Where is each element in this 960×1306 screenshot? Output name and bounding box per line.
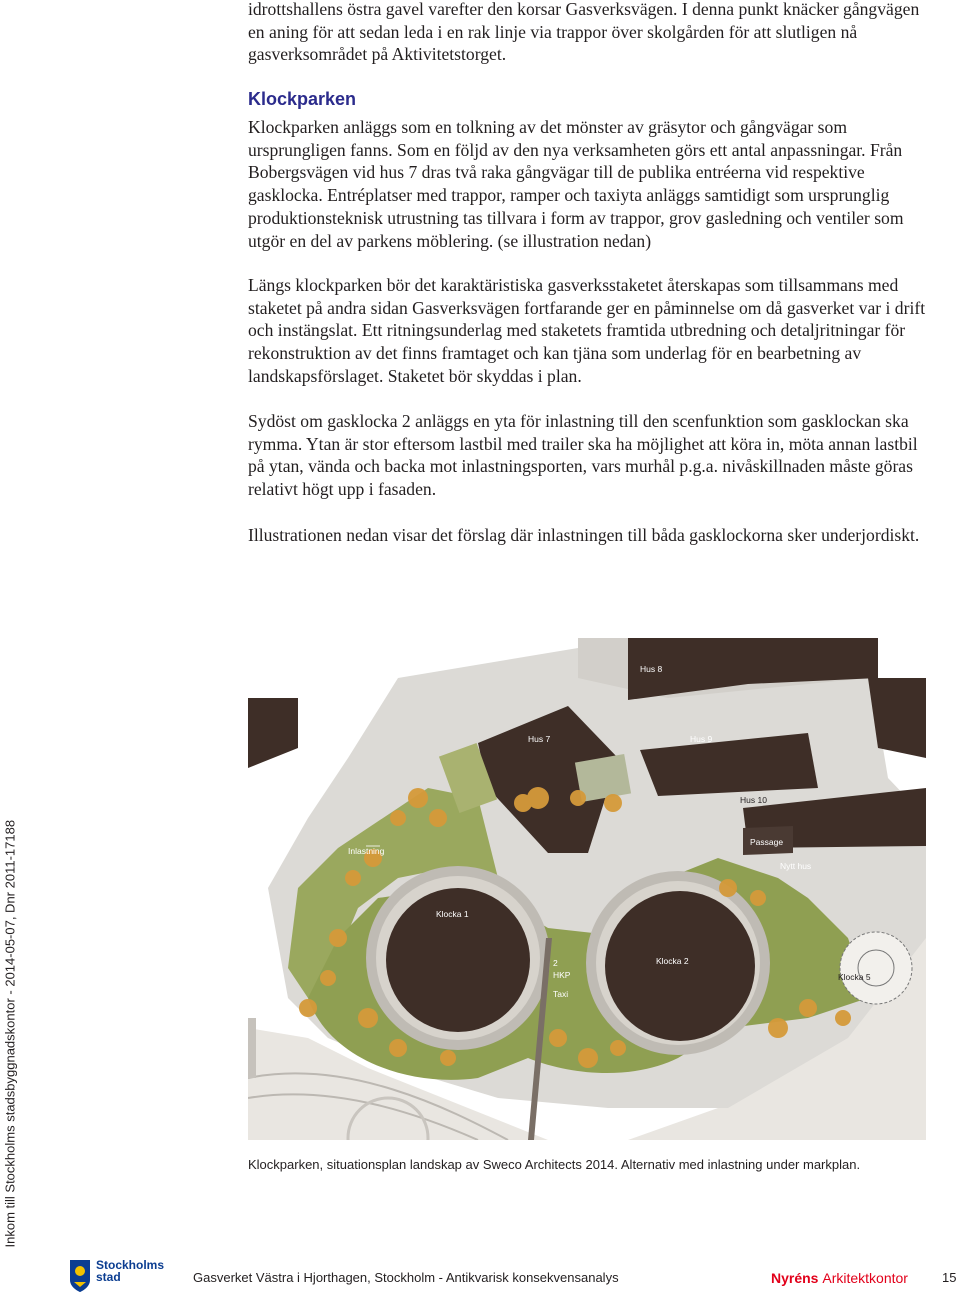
- label-klocka5: Klocka 5: [838, 972, 871, 982]
- paragraph-2-text: Längs klockparken bör det karaktäristiska gasverksstaketet återskapas som tillsammans med staketet på andra sidan Gasverksvägen fortfarande ger en påminnelse om då gasverket var i drift och instängslat. Ett ritningsunderlag med staketets framtida utbredning och detaljritningar för rekonstruktion av det finns framtaget och kan tjäna som underlag för en bearbetning av landskapsförslaget. Staketet bör skyddas i plan.: [248, 275, 926, 386]
- label-2: 2: [553, 958, 558, 968]
- label-hkp: HKP: [553, 970, 571, 980]
- label-klocka1: Klocka 1: [436, 909, 469, 919]
- footer-doc-title: Gasverket Västra i Hjorthagen, Stockholm - Antikvarisk konsekvensanalys: [193, 1270, 619, 1285]
- paragraph-4: [248, 524, 928, 547]
- label-hus8: Hus 8: [640, 664, 663, 674]
- klocka2-gasometer: [605, 891, 755, 1041]
- label-nytt-hus: Nytt hus: [780, 861, 812, 871]
- site-plan-illustration: [248, 638, 926, 1140]
- paragraph-4-text: Illustrationen nedan visar det förslag där inlastningen till båda gasklockorna sker underjordiskt.: [248, 525, 920, 545]
- brand-arkitekt: Arkitektkontor: [822, 1270, 908, 1286]
- registration-stamp: Inkom till Stockholms stadsbyggnadskontor - 2014-05-07, Dnr 2011-17188: [2, 819, 18, 1248]
- label-hus7: Hus 7: [528, 734, 551, 744]
- logo-line2: stad: [96, 1270, 121, 1284]
- footer-brand: [771, 1270, 908, 1286]
- paragraph-3: [248, 410, 928, 501]
- logo-line1: Stockholms: [96, 1258, 165, 1272]
- label-hus9: Hus 9: [690, 734, 713, 744]
- intro-paragraph: [248, 0, 928, 66]
- logo-wordmark: [96, 1259, 164, 1283]
- paragraph-1-text: Klockparken anläggs som en tolkning av det mönster av gräsytor och gångvägar som ursprungligen fanns. Som en följd av den nya verksamheten görs ett antal anpassningar. Från Bobergsvägen vid hus 7 dras två raka gångvägar till de publika entréerna vid respektive gasklocka. Entréplatser med trappor, ramper och taxiyta anläggs samtidigt som ursprunglig produktionsteknisk utrustning tas tillvara i form av trappor, grov gasledning och ventiler som utgör en del av parkens möblering. (se illustration nedan): [248, 117, 904, 251]
- intro-text: idrottshallens östra gavel varefter den korsar Gasverksvägen. I denna punkt knäcker gångvägen en aning för att sedan leda i en rak linje via trappor över skolgården för att slutligen nå gasverksområdet på Aktivitetstorget.: [248, 0, 920, 65]
- label-klocka2: Klocka 2: [656, 956, 689, 966]
- klocka5-outline: [840, 932, 912, 1004]
- section-heading: Klockparken: [248, 89, 357, 109]
- paragraph-3-text: Sydöst om gasklocka 2 anläggs en yta för inlastning till den scenfunktion som gasklockan ska rymma. Ytan är stor eftersom lastbil med trailer ska ha möjlighet att köra in, möta annan lastbil på ytan, vända och backa mot inlastningsporten, vars murhål p.g.a. nivåskillnaden måste göras relativt högt upp i fasaden.: [248, 411, 918, 500]
- label-inlastning: Inlastning: [348, 846, 385, 856]
- page-number: 15: [942, 1270, 957, 1285]
- paragraph-2: [248, 274, 928, 388]
- paragraph-1: [248, 116, 928, 252]
- map-caption: Klockparken, situationsplan landskap av Sweco Architects 2014. Alternativ med inlastning under markplan.: [248, 1157, 861, 1172]
- brand-nyrens: Nyréns: [771, 1270, 819, 1286]
- label-hus10: Hus 10: [740, 795, 767, 805]
- label-passage: Passage: [750, 837, 784, 847]
- label-taxi: Taxi: [553, 989, 569, 999]
